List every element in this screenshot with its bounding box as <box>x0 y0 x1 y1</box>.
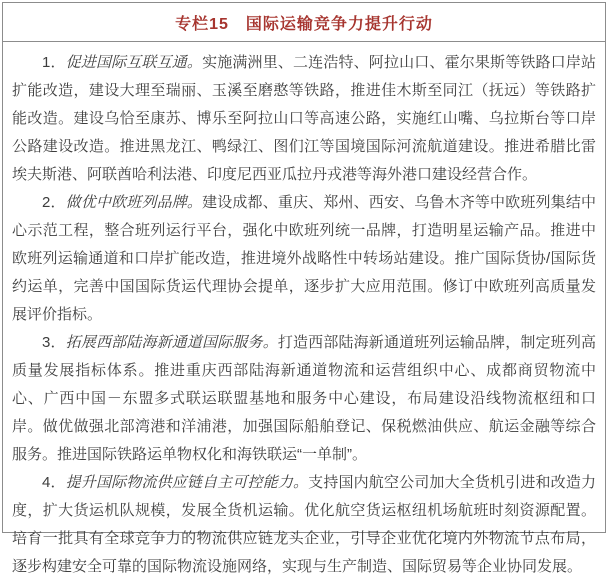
column-title: 专栏15 国际运输竞争力提升行动 <box>3 3 605 42</box>
paragraph <box>12 329 596 469</box>
paragraph-lead: 促进国际互联互通。 <box>65 54 203 71</box>
paragraph-number: 2． <box>42 194 66 211</box>
paragraph-body: 建设成都、重庆、郑州、西安、乌鲁木齐等中欧班列集结中心示范工程，整合班列运行平台，强化中欧班列统一品牌，打造明星运输产品。推进中欧班列运输通道和口岸扩能改造，推进境外战略性中转场站建设。推广国际货协/国际货约运单，完善中国国际货运代理协会提单，逐步扩大应用范围。修订中欧班列高质量发展评价指标。 <box>12 194 596 323</box>
column-box <box>2 2 606 575</box>
paragraph-lead: 提升国际物流供应链自主可控能力。 <box>65 474 309 491</box>
column-body <box>3 42 605 581</box>
paragraph <box>12 49 596 189</box>
paragraph <box>12 189 596 329</box>
paragraph-number: 1． <box>42 54 66 71</box>
paragraph <box>12 469 596 581</box>
paragraph-body: 实施满洲里、二连浩特、阿拉山口、霍尔果斯等铁路口岸站扩能改造，建设大理至瑞丽、玉溪至磨憨等铁路，推进佳木斯至同江（抚远）等铁路扩能改造。建设乌恰至康苏、博乐至阿拉山口等高速公路，实施红山嘴、乌拉斯台等口岸公路建设改造。推进黑龙江、鸭绿江、图们江等国境国际河流航道建设。推进希腊比雷埃夫斯港、阿联酋哈利法港、印度尼西亚瓜拉丹戎港等海外港口建设经营合作。 <box>12 54 596 183</box>
paragraph-number: 4． <box>42 474 66 491</box>
paragraph-body: 支持国内航空公司加大全货机引进和改造力度，扩大货运机队规模，发展全货机运输。优化航空货运枢纽机场航班时刻资源配置。培育一批具有全球竞争力的物流供应链龙头企业，引导企业优化境内外物流节点布局，逐步构建安全可靠的国际物流设施网络，实现与生产制造、国际贸易等企业协同发展。 <box>12 474 596 575</box>
paragraph-lead: 拓展西部陆海新通道国际服务。 <box>65 334 278 351</box>
paragraph-number: 3． <box>42 334 66 351</box>
paragraph-lead: 做优中欧班列品牌。 <box>65 194 203 211</box>
paragraph-body: 打造西部陆海新通道班列运输品牌，制定班列高质量发展指标体系。推进重庆西部陆海新通道物流和运营组织中心、成都商贸物流中心、广西中国－东盟多式联运联盟基地和服务中心建设，布局建设沿线物流枢纽和口岸。做优做强北部湾港和洋浦港，加强国际船舶登记、保税燃油供应、航运金融等综合服务。推进国际铁路运单物权化和海铁联运“一单制”。 <box>12 334 596 463</box>
